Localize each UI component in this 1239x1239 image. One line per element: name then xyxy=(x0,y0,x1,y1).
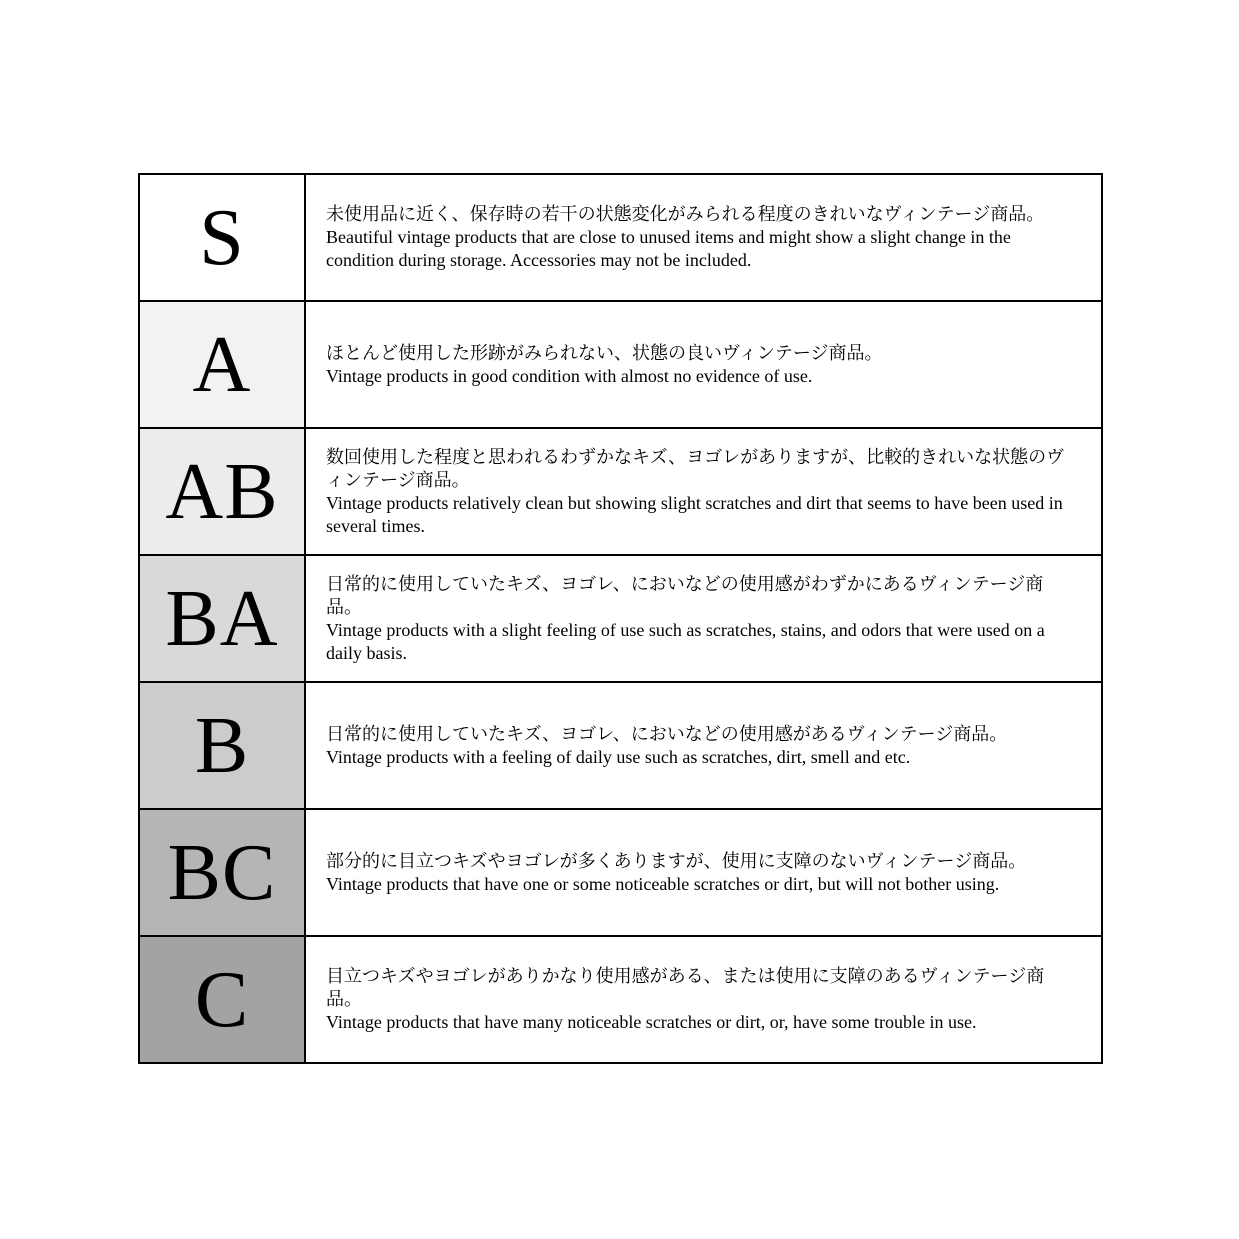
description-cell-ba xyxy=(306,556,1101,681)
grade-cell-a xyxy=(140,302,306,427)
table-row-ab xyxy=(140,429,1101,556)
description-japanese: ほとんど使用した形跡がみられない、状態の良いヴィンテージ商品。 xyxy=(326,342,883,363)
description-cell-s xyxy=(306,175,1101,300)
description-cell-a xyxy=(306,302,1101,427)
condition-grade-table xyxy=(138,173,1103,1064)
table-row-s xyxy=(140,175,1101,302)
description-cell-ab xyxy=(306,429,1101,554)
grade-letter-b: B xyxy=(194,701,250,790)
table-row-a xyxy=(140,302,1101,429)
description-japanese: 日常的に使用していたキズ、ヨゴレ、においなどの使用感がわずかにあるヴィンテージ商品。 xyxy=(326,573,1044,617)
table-row-b xyxy=(140,683,1101,810)
table-row-ba xyxy=(140,556,1101,683)
grade-letter-s: S xyxy=(199,193,245,282)
description-english: Beautiful vintage products that are close to unused items and might show a slight change in the condition during storage. Accessories may not be included. xyxy=(326,227,1011,270)
grade-letter-c: C xyxy=(194,955,250,1044)
description-english: Vintage products that have one or some noticeable scratches or dirt, but will not bother using. xyxy=(326,873,1000,894)
grade-letter-ab: AB xyxy=(165,447,279,536)
description-english: Vintage products with a feeling of daily use such as scratches, dirt, smell and etc. xyxy=(326,746,911,767)
grade-cell-bc xyxy=(140,810,306,935)
grade-letter-ba: BA xyxy=(165,574,279,663)
description-english: Vintage products that have many noticeable scratches or dirt, or, have some trouble in use. xyxy=(326,1012,977,1032)
grade-cell-ba xyxy=(140,556,306,681)
grade-letter-a: A xyxy=(192,320,252,409)
description-cell-b xyxy=(306,683,1101,808)
description-cell-c xyxy=(306,937,1101,1062)
table-row-bc xyxy=(140,810,1101,937)
description-cell-bc xyxy=(306,810,1101,935)
description-japanese: 目立つキズやヨゴレがありかなり使用感がある、または使用に支障のあるヴィンテージ商品。 xyxy=(326,966,1045,1009)
grade-cell-s xyxy=(140,175,306,300)
grade-letter-bc: BC xyxy=(167,828,277,917)
description-english: Vintage products with a slight feeling of use such as scratches, stains, and odors that were used on a daily basis. xyxy=(326,619,1045,663)
description-japanese: 部分的に目立つキズやヨゴレが多くありますが、使用に支障のないヴィンテージ商品。 xyxy=(326,850,1027,871)
table-row-c xyxy=(140,937,1101,1062)
description-japanese: 未使用品に近く、保存時の若干の状態変化がみられる程度のきれいなヴィンテージ商品。 xyxy=(326,204,1045,224)
description-japanese: 日常的に使用していたキズ、ヨゴレ、においなどの使用感があるヴィンテージ商品。 xyxy=(326,723,1008,744)
grade-cell-ab xyxy=(140,429,306,554)
description-japanese: 数回使用した程度と思われるわずかなキズ、ヨゴレがありますが、比較的きれいな状態のヴィンテージ商品。 xyxy=(326,446,1065,490)
description-english: Vintage products in good condition with almost no evidence of use. xyxy=(326,365,813,386)
grade-cell-b xyxy=(140,683,306,808)
grade-cell-c xyxy=(140,937,306,1062)
description-english: Vintage products relatively clean but showing slight scratches and dirt that seems to have been used in several times. xyxy=(326,492,1063,536)
